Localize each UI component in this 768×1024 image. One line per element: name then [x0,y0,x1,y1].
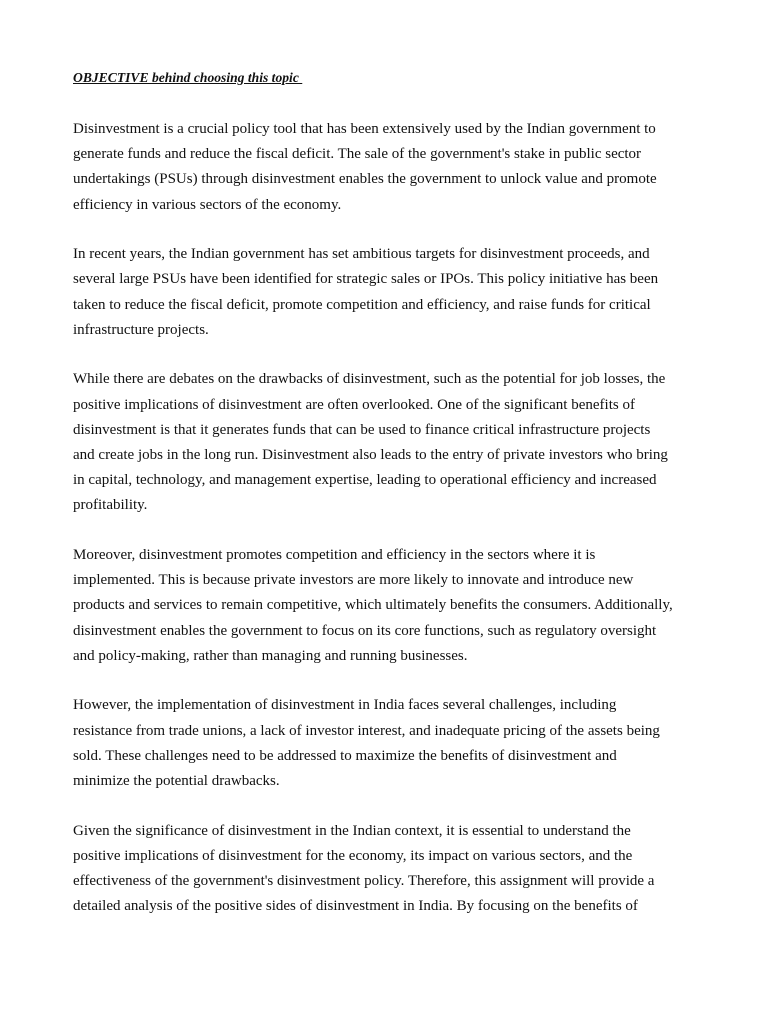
paragraph-significance [73,819,701,920]
text-line: positive implications of disinvestment for the economy, its impact on various sectors, and the [73,847,633,864]
text-line: profitability. [73,497,148,514]
text-line: products and services to remain competitive, which ultimately benefits the consumers. Additionally, [73,597,673,614]
text-line: taken to reduce the fiscal deficit, promote competition and efficiency, and raise funds for critical [73,296,651,313]
text-line: several large PSUs have been identified for strategic sales or IPOs. This policy initiative has been [73,271,659,288]
text-line: Disinvestment is a crucial policy tool that has been extensively used by the Indian government to [73,121,656,137]
text-line: undertakings (PSUs) through disinvestment enables the government to unlock value and promote [73,171,657,188]
text-line: In recent years, the Indian government has set ambitious targets for disinvestment proceeds, and [73,246,650,263]
text-line: positive implications of disinvestment are often overlooked. One of the significant benefits of [73,396,635,413]
text-line: However, the implementation of disinvestment in India faces several challenges, including [73,697,617,714]
text-line: generate funds and reduce the fiscal deficit. The sale of the government's stake in public sector [73,146,642,163]
text-line: infrastructure projects. [73,321,209,338]
text-line: minimize the potential drawbacks. [73,773,280,790]
text-line: Given the significance of disinvestment in the Indian context, it is essential to understand the [73,822,631,839]
paragraph-challenges [73,693,701,794]
text-line: While there are debates on the drawbacks of disinvestment, such as the potential for job losses, the [73,371,666,388]
paragraph-debates [73,367,701,518]
text-line: and policy-making, rather than managing and running businesses. [73,647,468,664]
paragraph-competition [73,543,701,669]
text-line: resistance from trade unions, a lack of investor interest, and inadequate pricing of the assets being [73,722,660,739]
document-heading: OBJECTIVE behind choosing this topic [73,70,303,85]
paragraph-recent-years [73,242,701,343]
text-line: efficiency in various sectors of the economy. [73,196,342,213]
text-line: Moreover, disinvestment promotes competition and efficiency in the sectors where it is [73,547,596,564]
text-line: sold. These challenges need to be addressed to maximize the benefits of disinvestment and [73,747,617,764]
text-line: detailed analysis of the positive sides of disinvestment in India. By focusing on the benefits of [73,898,638,915]
text-line: disinvestment is that it generates funds that can be used to finance critical infrastructure projects [73,421,651,438]
text-line: and create jobs in the long run. Disinvestment also leads to the entry of private investors who bring [73,447,668,464]
document-body [73,69,701,919]
text-line: in capital, technology, and management expertise, leading to operational efficiency and increased [73,472,657,489]
paragraph-intro [73,117,701,218]
text-line: effectiveness of the government's disinvestment policy. Therefore, this assignment will provide a [73,873,655,890]
text-line: disinvestment enables the government to focus on its core functions, such as regulatory oversight [73,622,657,639]
text-line: implemented. This is because private investors are more likely to innovate and introduce new [73,572,634,589]
